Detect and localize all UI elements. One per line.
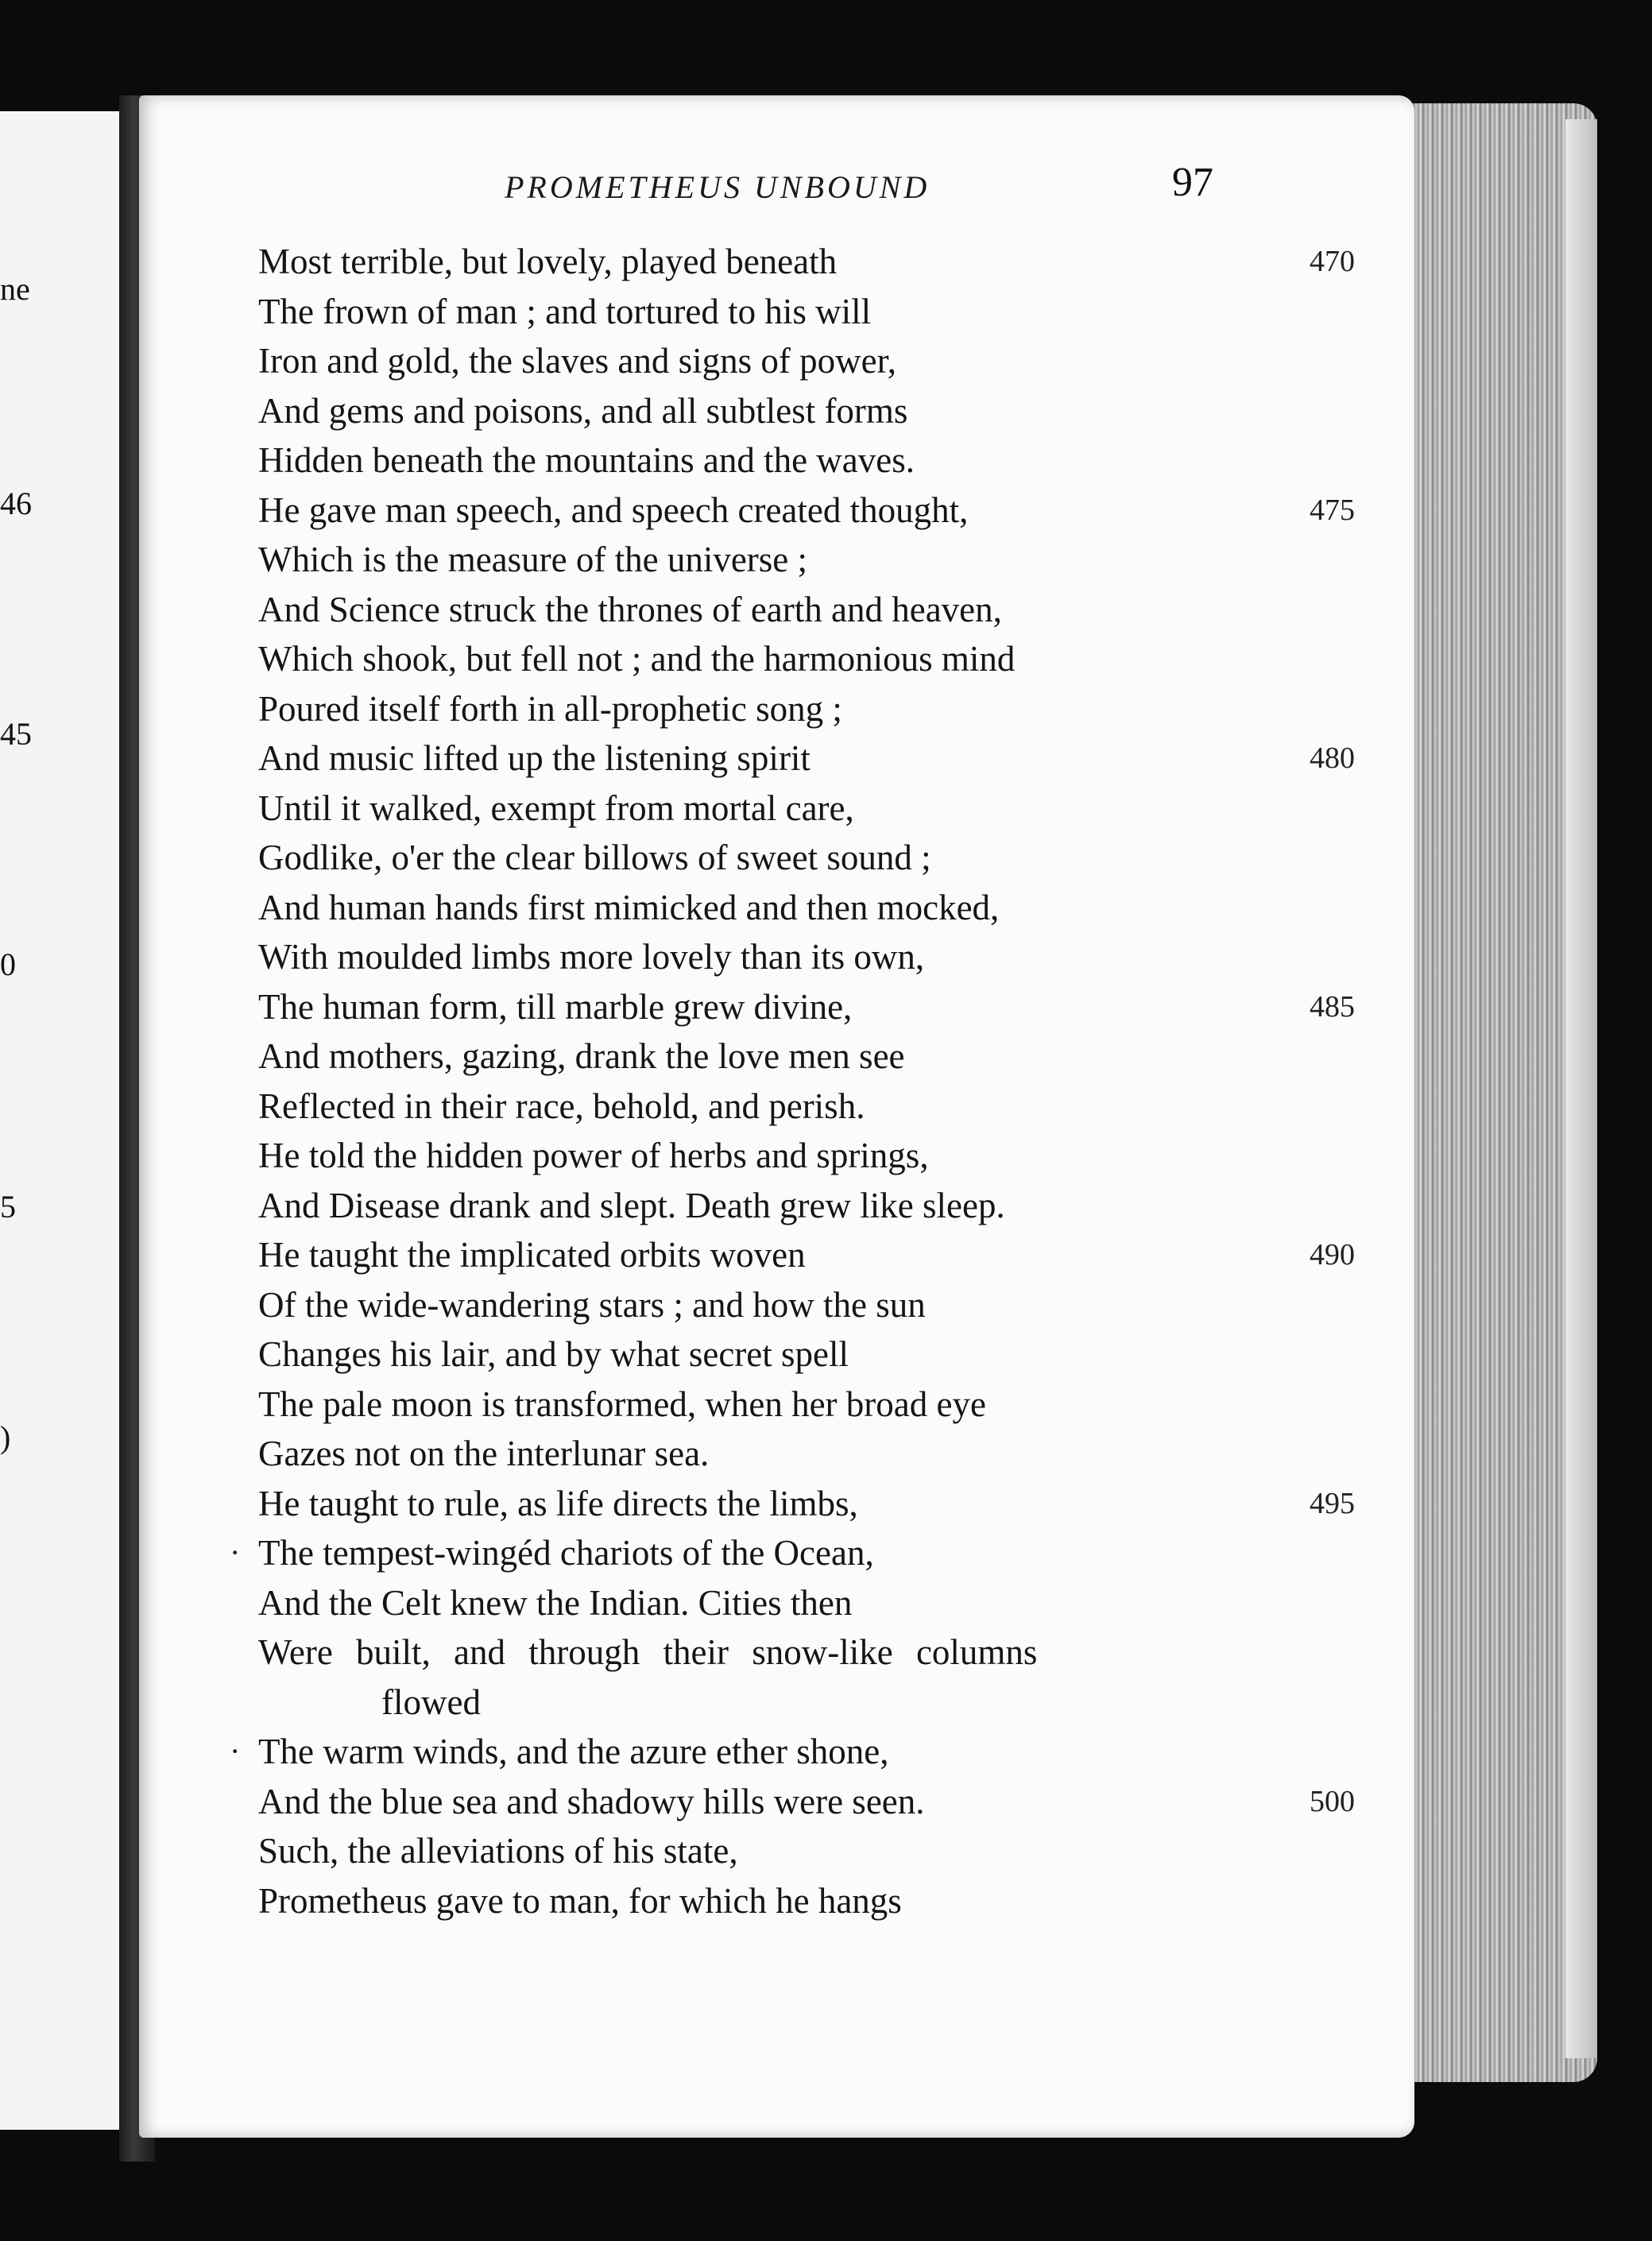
verse-line: [258, 883, 1355, 933]
line-text: He taught the implicated orbits woven: [258, 1235, 806, 1275]
verse-line: [258, 1578, 1355, 1628]
line-text: Poured itself forth in all-prophetic song ;: [258, 688, 842, 729]
margin-fragment: 5: [0, 1189, 16, 1225]
verse-line: [258, 833, 1355, 883]
line-number: 485: [1310, 989, 1355, 1024]
running-head: PROMETHEUS UNBOUND: [505, 169, 930, 205]
verse-line: [230, 1528, 1355, 1578]
line-text: The tempest-wingéd chariots of the Ocean,: [258, 1533, 874, 1573]
verse-line: [258, 1826, 1355, 1876]
verse-line: [258, 1131, 1355, 1181]
line-text: And the blue sea and shadowy hills were seen.: [258, 1781, 925, 1821]
previous-page-edge: [0, 111, 124, 2130]
verse-line: [258, 1031, 1355, 1082]
page-edges: [1406, 103, 1597, 2082]
line-text: Changes his lair, and by what secret spell: [258, 1334, 849, 1374]
line-text: Prometheus gave to man, for which he hangs: [258, 1880, 902, 1921]
verse-line: [258, 1479, 1355, 1529]
line-text: And the Celt knew the Indian. Cities then: [258, 1582, 853, 1623]
line-text: Most terrible, but lovely, played beneath: [258, 242, 838, 281]
verse-block: [230, 237, 1355, 1926]
verse-line-continuation: [258, 1678, 1355, 1728]
line-text: With moulded limbs more lovely than its own,: [258, 937, 925, 977]
verse-line: [258, 1330, 1355, 1380]
line-text: Were built, and through their snow-like columns: [258, 1632, 1038, 1672]
verse-line: [258, 684, 1355, 734]
line-text: He told the hidden power of herbs and springs,: [258, 1136, 929, 1175]
line-text: And Disease drank and slept. Death grew like sleep.: [258, 1185, 1005, 1225]
line-text: He taught to rule, as life directs the limbs,: [258, 1483, 858, 1523]
line-text: And Science struck the thrones of earth and heaven,: [258, 589, 1002, 629]
verse-line: [258, 237, 1355, 287]
line-number: 475: [1310, 493, 1355, 527]
line-text: Hidden beneath the mountains and the waves.: [258, 440, 915, 480]
verse-line: [258, 1876, 1355, 1926]
verse-line: [258, 1380, 1355, 1430]
verse-line: [258, 1777, 1355, 1827]
line-number: 480: [1310, 741, 1355, 775]
verse-line: [258, 1082, 1355, 1132]
book-page: [139, 95, 1414, 2138]
line-text: Which shook, but fell not ; and the harmonious mind: [258, 639, 1016, 679]
verse-line: [258, 1230, 1355, 1280]
line-text: And music lifted up the listening spirit: [258, 738, 811, 778]
line-number: 470: [1310, 245, 1355, 278]
line-number: 500: [1310, 1784, 1355, 1818]
line-text: The human form, till marble grew divine,: [258, 986, 853, 1027]
verse-line: [258, 585, 1355, 635]
verse-line: [258, 634, 1355, 684]
verse-line: [258, 336, 1355, 386]
verse-line: [258, 535, 1355, 585]
line-text: And mothers, gazing, drank the love men see: [258, 1036, 905, 1076]
verse-line: [258, 1181, 1355, 1231]
verse-line: [258, 435, 1355, 486]
line-number: 490: [1310, 1238, 1355, 1271]
verse-line: [258, 287, 1355, 337]
line-text: And human hands first mimicked and then mocked,: [258, 887, 1000, 927]
verse-line: [258, 1280, 1355, 1330]
line-text: Until it walked, exempt from mortal care,: [258, 788, 854, 828]
verse-line: [230, 1727, 1355, 1777]
margin-fragment: ): [0, 1419, 11, 1455]
line-text: The warm winds, and the azure ether shone,: [258, 1732, 889, 1771]
line-text: The frown of man ; and tortured to his will: [258, 291, 872, 331]
margin-fragment: ne: [0, 271, 30, 307]
margin-fragment: 45: [0, 716, 32, 752]
verse-line: [258, 784, 1355, 834]
line-text: Which is the measure of the universe ;: [258, 540, 808, 579]
margin-fragment: 46: [0, 486, 32, 521]
line-text: Reflected in their race, behold, and perish.: [258, 1086, 865, 1126]
line-text: The pale moon is transformed, when her broad eye: [258, 1384, 986, 1424]
margin-dot: ·: [230, 1535, 241, 1570]
line-text: Of the wide-wandering stars ; and how the sun: [258, 1284, 926, 1325]
verse-line: [258, 1628, 1355, 1678]
line-number: 495: [1310, 1486, 1355, 1520]
verse-line: [258, 932, 1355, 982]
verse-line: [258, 1429, 1355, 1479]
verse-line: [258, 733, 1355, 784]
margin-dot: ·: [230, 1733, 241, 1769]
verse-line: [258, 386, 1355, 436]
line-text: Godlike, o'er the clear billows of sweet sound ;: [258, 838, 931, 877]
margin-fragment: 0: [0, 946, 16, 982]
line-text: Gazes not on the interlunar sea.: [258, 1434, 710, 1473]
verse-line: [258, 486, 1355, 536]
verse-line: [258, 982, 1355, 1032]
line-text: flowed: [381, 1682, 481, 1722]
line-text: Iron and gold, the slaves and signs of power,: [258, 341, 897, 381]
line-text: He gave man speech, and speech created thought,: [258, 490, 969, 530]
page-number: 97: [1172, 160, 1213, 205]
line-text: And gems and poisons, and all subtlest forms: [258, 390, 908, 431]
line-text: Such, the alleviations of his state,: [258, 1831, 738, 1871]
